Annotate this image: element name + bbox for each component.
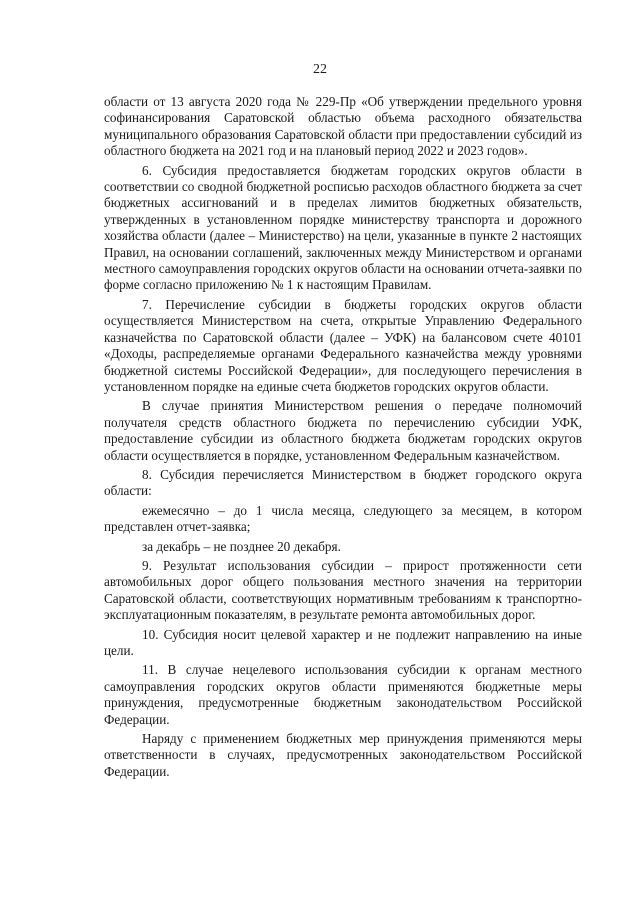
paragraph-item-8: 8. Субсидия перечисляется Министерством в бюджет городского округа области:	[104, 466, 582, 499]
paragraph-monthly: ежемесячно – до 1 числа месяца, следующего за месяцем, в котором представлен отчет-заявка;	[104, 502, 582, 535]
paragraph-continuation: области от 13 августа 2020 года № 229-Пр «Об утверждении предельного уровня софинансирования Саратовской областью объема расходного обязательства муниципального образования Саратовской области при предоставлении субсидий из областного бюджета на 2021 год и на плановый период 2022 и 2023 годов».	[104, 94, 582, 159]
page-number: 22	[313, 62, 327, 77]
paragraph-liability: Наряду с применением бюджетных мер принуждения применяются меры ответственности в случаях, предусмотренных законодательством Российской Федерации.	[104, 731, 582, 779]
document-body	[104, 94, 582, 780]
paragraph-item-6: 6. Субсидия предоставляется бюджетам городских округов области в соответствии со сводной бюджетной росписью расходов областного бюджета за счет бюджетных ассигнований и в пределах лимитов бюджетных обязательств, утвержденных в установленном порядке министерству транспорта и дорожного хозяйства области (далее – Министерство) на цели, указанные в пункте 2 настоящих Правил, на основании соглашений, заключенных между Министерством и органами местного самоуправления городских округов области на основании отчета-заявки по форме согласно приложению № 1 к настоящим Правилам.	[104, 162, 582, 293]
paragraph-december: за декабрь – не позднее 20 декабря.	[142, 538, 341, 554]
paragraph-item-7: 7. Перечисление субсидии в бюджеты городских округов области осуществляется Министерством на счета, открытые Управлению Федерального казначейства по Саратовской области (далее – УФК) на балансовом счете 40101 «Доходы, распределяемые органами Федерального казначейства между уровнями бюджетной системы Российской Федерации», для последующего перечисления в установленном порядке на единые счета бюджетов городских округов области.	[104, 296, 582, 394]
paragraph-item-11: 11. В случае нецелевого использования субсидии к органам местного самоуправления городских округов области применяются бюджетные меры принуждения, предусмотренные бюджетным законодательством Российской Федерации.	[104, 662, 582, 727]
paragraph-item-10: 10. Субсидия носит целевой характер и не подлежит направлению на иные цели.	[104, 626, 582, 658]
paragraph-item-9: 9. Результат использования субсидии – прирост протяженности сети автомобильных дорог общего пользования местного значения на территории Саратовской области, соответствующих нормативным требованиям к транспортно-эксплуатационным показателям, в результате ремонта автомобильных дорог.	[104, 557, 582, 623]
paragraph-ufk-delegation: В случае принятия Министерством решения о передаче полномочий получателя средств областного бюджета по перечислению субсидии УФК, предоставление субсидии из областного бюджета бюджетам городских округов области осуществляется в порядке, установленном Федеральным казначейством.	[104, 398, 582, 463]
